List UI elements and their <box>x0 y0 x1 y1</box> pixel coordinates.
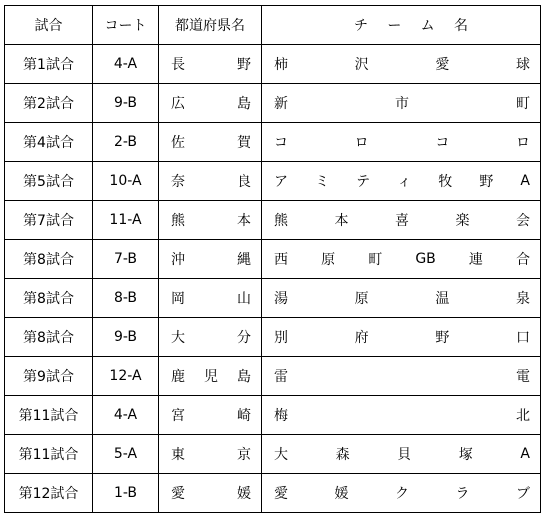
prefecture-cell <box>159 318 262 357</box>
match-cell: 第11試合 <box>5 396 93 435</box>
prefecture-char: 崎 <box>237 408 251 424</box>
team-char: 野 <box>435 330 450 346</box>
table-row <box>5 435 541 474</box>
prefecture-char: 島 <box>237 96 251 112</box>
team-char: 大 <box>274 447 288 463</box>
team-char: 会 <box>516 213 530 229</box>
team-char: GB <box>415 251 436 267</box>
team-char: 合 <box>516 252 530 268</box>
prefecture-char: 長 <box>171 57 185 73</box>
team-char: 牧 <box>438 174 453 190</box>
prefecture-char: 奈 <box>171 174 185 190</box>
header-team-char: ム <box>420 18 435 34</box>
prefecture-char: 野 <box>237 57 251 73</box>
team-char: 球 <box>515 57 530 73</box>
team-char: 連 <box>468 252 483 268</box>
prefecture-char: 東 <box>171 447 185 463</box>
team-name-cell <box>262 435 541 474</box>
team-char: ミ <box>315 174 330 190</box>
team-char: コ <box>274 135 288 151</box>
prefecture-char: 分 <box>237 330 251 346</box>
prefecture-cell <box>159 474 262 513</box>
team-char: 温 <box>435 291 450 307</box>
court-cell: 4-A <box>93 396 159 435</box>
match-cell: 第8試合 <box>5 318 93 357</box>
team-char: 喜 <box>395 213 409 229</box>
team-char: ロ <box>515 135 530 151</box>
team-char: 町 <box>368 252 383 268</box>
prefecture-cell <box>159 396 262 435</box>
court-cell: 4-A <box>93 45 159 84</box>
team-name-cell <box>262 318 541 357</box>
team-char: 原 <box>354 291 369 307</box>
prefecture-cell <box>159 123 262 162</box>
team-char: 媛 <box>334 486 349 502</box>
team-char: 熊 <box>274 213 288 229</box>
table-row <box>5 240 541 279</box>
match-cell: 第5試合 <box>5 162 93 201</box>
team-name-cell <box>262 84 541 123</box>
match-cell: 第4試合 <box>5 123 93 162</box>
prefecture-char: 大 <box>171 330 185 346</box>
team-char: 雷 <box>274 369 288 385</box>
table-row <box>5 45 541 84</box>
team-char: 口 <box>515 330 530 346</box>
court-cell: 11-A <box>93 201 159 240</box>
team-char: ク <box>395 486 409 502</box>
prefecture-char: 沖 <box>171 252 185 268</box>
team-name-cell <box>262 201 541 240</box>
prefecture-char: 媛 <box>237 486 251 502</box>
team-char: 森 <box>335 447 350 463</box>
prefecture-char: 賀 <box>237 135 251 151</box>
team-char: 泉 <box>515 291 530 307</box>
team-char: 愛 <box>274 486 288 502</box>
header-prefecture: 都道府県名 <box>159 6 262 45</box>
court-cell: 9-B <box>93 318 159 357</box>
prefecture-char: 熊 <box>171 213 185 229</box>
prefecture-char: 島 <box>237 369 251 385</box>
prefecture-cell <box>159 357 262 396</box>
prefecture-cell <box>159 84 262 123</box>
prefecture-char: 鹿 <box>171 369 185 385</box>
court-cell: 2-B <box>93 123 159 162</box>
team-char: コ <box>435 135 450 151</box>
prefecture-cell <box>159 435 262 474</box>
table-row <box>5 279 541 318</box>
team-char: 塚 <box>458 447 473 463</box>
team-char: テ <box>356 174 371 190</box>
court-cell: 8-B <box>93 279 159 318</box>
match-cell: 第12試合 <box>5 474 93 513</box>
team-name-cell <box>262 123 541 162</box>
match-cell: 第8試合 <box>5 240 93 279</box>
prefecture-char: 山 <box>237 291 251 307</box>
prefecture-char: 京 <box>237 447 251 463</box>
header-team-char: チ <box>354 18 368 34</box>
prefecture-cell <box>159 201 262 240</box>
match-cell: 第11試合 <box>5 435 93 474</box>
table-row <box>5 357 541 396</box>
team-char: ア <box>274 174 288 190</box>
header-match: 試合 <box>5 6 93 45</box>
table-row <box>5 396 541 435</box>
prefecture-char: 愛 <box>171 486 185 502</box>
team-char: ラ <box>455 486 470 502</box>
table-row <box>5 123 541 162</box>
team-char: 新 <box>274 96 288 112</box>
team-char: 町 <box>516 96 530 112</box>
team-char: 電 <box>516 369 530 385</box>
prefecture-char: 岡 <box>171 291 185 307</box>
prefecture-char: 良 <box>237 174 251 190</box>
prefecture-char: 児 <box>204 369 218 385</box>
prefecture-char: 佐 <box>171 135 185 151</box>
table-row <box>5 201 541 240</box>
match-cell: 第1試合 <box>5 45 93 84</box>
team-char: 愛 <box>435 57 450 73</box>
prefecture-cell <box>159 45 262 84</box>
team-char: 西 <box>274 252 288 268</box>
team-char: ブ <box>516 486 530 502</box>
prefecture-char: 縄 <box>237 252 251 268</box>
team-char: ロ <box>354 135 369 151</box>
team-name-cell <box>262 45 541 84</box>
match-cell: 第9試合 <box>5 357 93 396</box>
match-cell: 第8試合 <box>5 279 93 318</box>
header-row <box>5 6 541 45</box>
header-team <box>262 6 541 45</box>
prefecture-cell <box>159 240 262 279</box>
team-char: 別 <box>274 330 288 346</box>
team-name-cell <box>262 474 541 513</box>
team-char: ィ <box>397 174 412 190</box>
match-cell: 第7試合 <box>5 201 93 240</box>
table-row <box>5 474 541 513</box>
team-char: 本 <box>334 213 349 229</box>
team-char: 野 <box>479 174 494 190</box>
header-team-char: ー <box>387 18 402 34</box>
table-row <box>5 84 541 123</box>
team-char: 湯 <box>274 291 288 307</box>
team-char: 北 <box>516 408 530 424</box>
court-cell: 10-A <box>93 162 159 201</box>
prefecture-char: 広 <box>171 96 185 112</box>
team-name-cell <box>262 279 541 318</box>
team-char: 梅 <box>274 408 288 424</box>
court-cell: 5-A <box>93 435 159 474</box>
team-char: 楽 <box>455 213 470 229</box>
table-row <box>5 162 541 201</box>
match-cell: 第2試合 <box>5 84 93 123</box>
match-schedule-table <box>4 5 541 513</box>
team-char: A <box>520 173 530 189</box>
team-char: 貝 <box>397 447 412 463</box>
team-char: 沢 <box>354 57 369 73</box>
team-char: 市 <box>395 96 409 112</box>
team-name-cell <box>262 240 541 279</box>
prefecture-cell <box>159 279 262 318</box>
team-char: 原 <box>321 252 336 268</box>
table-row <box>5 318 541 357</box>
court-cell: 9-B <box>93 84 159 123</box>
team-name-cell <box>262 162 541 201</box>
header-court: コート <box>93 6 159 45</box>
prefecture-char: 宮 <box>171 408 185 424</box>
court-cell: 7-B <box>93 240 159 279</box>
team-char: A <box>520 446 530 462</box>
prefecture-cell <box>159 162 262 201</box>
team-name-cell <box>262 396 541 435</box>
header-team-char: 名 <box>453 18 468 34</box>
court-cell: 1-B <box>93 474 159 513</box>
prefecture-char: 本 <box>237 213 251 229</box>
court-cell: 12-A <box>93 357 159 396</box>
team-char: 柿 <box>274 57 288 73</box>
team-char: 府 <box>354 330 369 346</box>
team-name-cell <box>262 357 541 396</box>
